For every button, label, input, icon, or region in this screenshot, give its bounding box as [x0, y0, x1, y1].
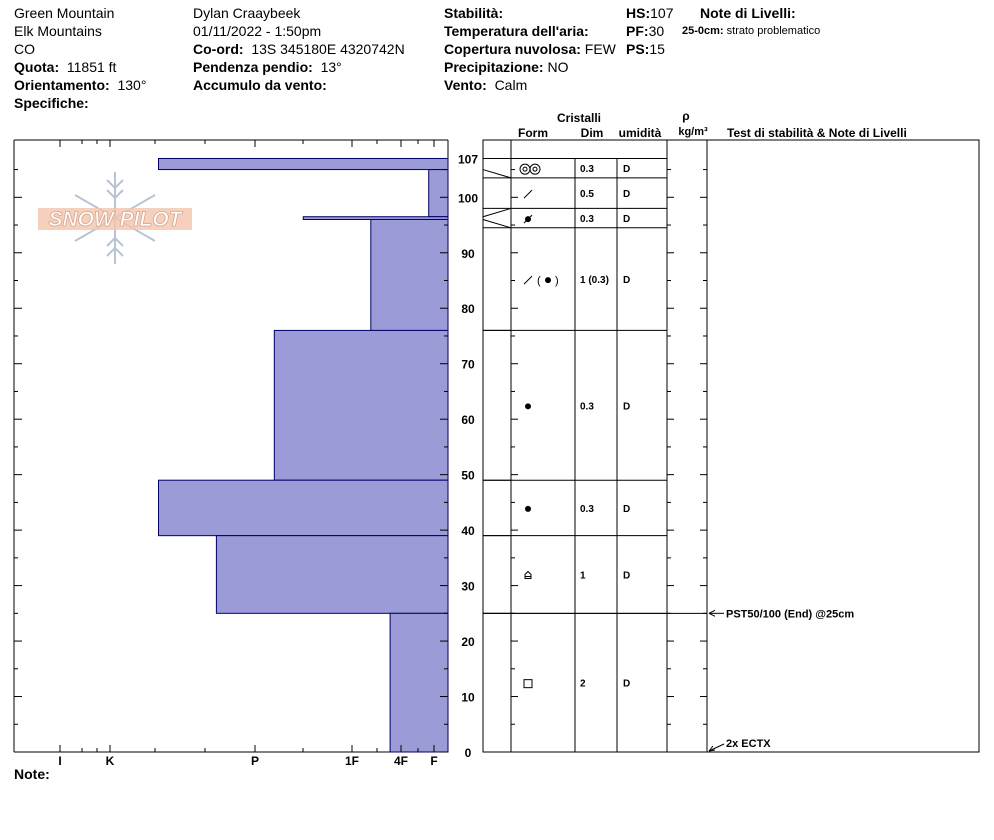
mountain-range: Elk Mountains	[14, 23, 102, 39]
hardness-bar	[429, 170, 448, 217]
crystal-size: 0.3	[580, 214, 594, 226]
depth-tick-label: 10	[461, 690, 475, 705]
test-label: PST50/100 (End) @25cm	[726, 608, 855, 621]
hardness-bars	[159, 158, 449, 752]
depth-tick-label: 80	[461, 302, 475, 317]
hardness-tick-label: 4F	[393, 754, 409, 768]
test-label: 2x ECTX	[726, 738, 771, 750]
hardness-tick-label: F	[430, 754, 438, 768]
rounded-facet-icon	[523, 167, 527, 171]
crystal-moisture: D	[623, 678, 631, 690]
ski-penetration: PS:15	[626, 41, 665, 57]
air-temperature: Temperatura dell'aria:	[444, 23, 589, 39]
crystal-size: 0.3	[580, 401, 594, 413]
crystal-size: 1 (0.3)	[580, 275, 609, 287]
crystal-size: 0.5	[580, 189, 594, 201]
col-density-unit: kg/m³	[678, 126, 708, 138]
hardness-bar	[159, 480, 449, 535]
crystal-form-depth-hoar	[525, 571, 531, 578]
crystal-moisture: D	[623, 401, 631, 413]
paren-open-icon: (	[537, 275, 541, 288]
snow-height: HS:107	[626, 5, 674, 21]
depth-tick-label: 50	[461, 468, 475, 483]
depth-hoar-icon	[525, 571, 531, 578]
cloud-cover: Copertura nuvolosa: FEW	[444, 41, 616, 57]
elevation: Quota: 11851 ft	[14, 59, 117, 75]
depth-tick-label: 20	[461, 635, 475, 650]
crystal-moisture: D	[623, 570, 631, 582]
observer: Dylan Craaybeek	[193, 5, 301, 21]
col-form: Form	[518, 126, 548, 140]
col-size: Dim	[580, 126, 604, 140]
depth-tick-label: 100	[457, 191, 479, 206]
crystal-form-faceted	[524, 680, 532, 688]
rounded-facet-icon	[520, 164, 530, 174]
crystal-rows	[483, 158, 707, 689]
depth-tick-label: 0	[464, 746, 472, 760]
crystal-moisture: D	[623, 189, 631, 201]
crystal-form-rounded-facets	[520, 164, 540, 174]
hardness-bar	[159, 158, 449, 169]
col-moisture: umidità	[618, 126, 662, 140]
crystal-size: 1	[580, 570, 586, 582]
faceted-icon	[524, 680, 532, 688]
layer-connector	[483, 219, 511, 227]
wind: Vento: Calm	[444, 77, 528, 93]
crystal-form-rounded	[525, 403, 531, 409]
wind-loading: Accumulo da vento:	[193, 77, 327, 93]
slope-angle: Pendenza pendio: 13°	[193, 59, 342, 75]
crystal-moisture: D	[623, 275, 631, 287]
rounded-grain-icon	[525, 506, 531, 512]
decomposing-icon	[524, 276, 532, 284]
crystal-size: 0.3	[580, 164, 594, 176]
datetime: 01/11/2022 - 1:50pm	[193, 23, 322, 39]
hardness-tick-label: K	[105, 754, 115, 768]
crystal-size: 2	[580, 678, 586, 690]
crystal-form-decomposing-rounded	[524, 215, 532, 223]
layer-note-item: 25-0cm: strato problematico	[682, 25, 821, 37]
stability: Stabilità:	[444, 5, 504, 21]
rounded-grain-icon	[545, 277, 551, 283]
rounded-facet-icon	[530, 164, 540, 174]
snowpilot-logo	[38, 172, 192, 264]
specifics: Specifiche:	[14, 95, 89, 111]
crystal-form-decomposing	[524, 190, 532, 198]
hardness-bar	[216, 536, 448, 614]
paren-close-icon: )	[555, 275, 559, 288]
depth-tick-label: 107	[457, 152, 479, 167]
col-rho: ρ	[682, 109, 690, 123]
hardness-bar	[390, 613, 448, 752]
layer-connector	[483, 208, 511, 216]
stability-tests	[709, 608, 854, 751]
crystal-moisture: D	[623, 214, 631, 226]
layer-connector	[483, 170, 511, 178]
hardness-tick-label: 1F	[344, 754, 360, 768]
col-tests: Test di stabilità & Note di Livelli	[727, 126, 907, 140]
layer-notes-header: Note di Livelli:	[700, 5, 796, 21]
crystal-form-decomposing+rounded	[524, 275, 559, 287]
notes-label: Note:	[14, 766, 50, 782]
depth-tick-label: 60	[461, 413, 475, 428]
crystal-form-rounded	[525, 506, 531, 512]
crystal-moisture: D	[623, 503, 631, 515]
state: CO	[14, 41, 35, 57]
foot-penetration: PF:30	[626, 23, 665, 39]
rounded-grain-icon	[525, 403, 531, 409]
depth-tick-label: 40	[461, 524, 475, 539]
rounded-facet-icon	[533, 167, 537, 171]
hardness-bar	[371, 219, 448, 330]
col-crystals: Cristalli	[556, 111, 602, 125]
crystal-size: 0.3	[580, 503, 594, 515]
depth-tick-label: 70	[461, 357, 475, 372]
depth-tick-label: 90	[461, 246, 475, 261]
precipitation: Precipitazione: NO	[444, 59, 569, 75]
logo-text: SNOW PILOT	[48, 208, 182, 231]
hardness-bar	[274, 330, 448, 480]
table-ticks	[511, 170, 707, 752]
depth-tick-label: 30	[461, 579, 475, 594]
hardness-tick-label: I	[58, 754, 62, 768]
decomposing-icon	[524, 190, 532, 198]
hardness-tick-label: P	[250, 754, 260, 768]
aspect: Orientamento: 130°	[14, 77, 147, 93]
crystal-table	[483, 140, 979, 752]
coordinates: Co-ord: 13S 345180E 4320742N	[193, 41, 405, 57]
location: Green Mountain	[14, 5, 115, 21]
crystal-moisture: D	[623, 164, 631, 176]
